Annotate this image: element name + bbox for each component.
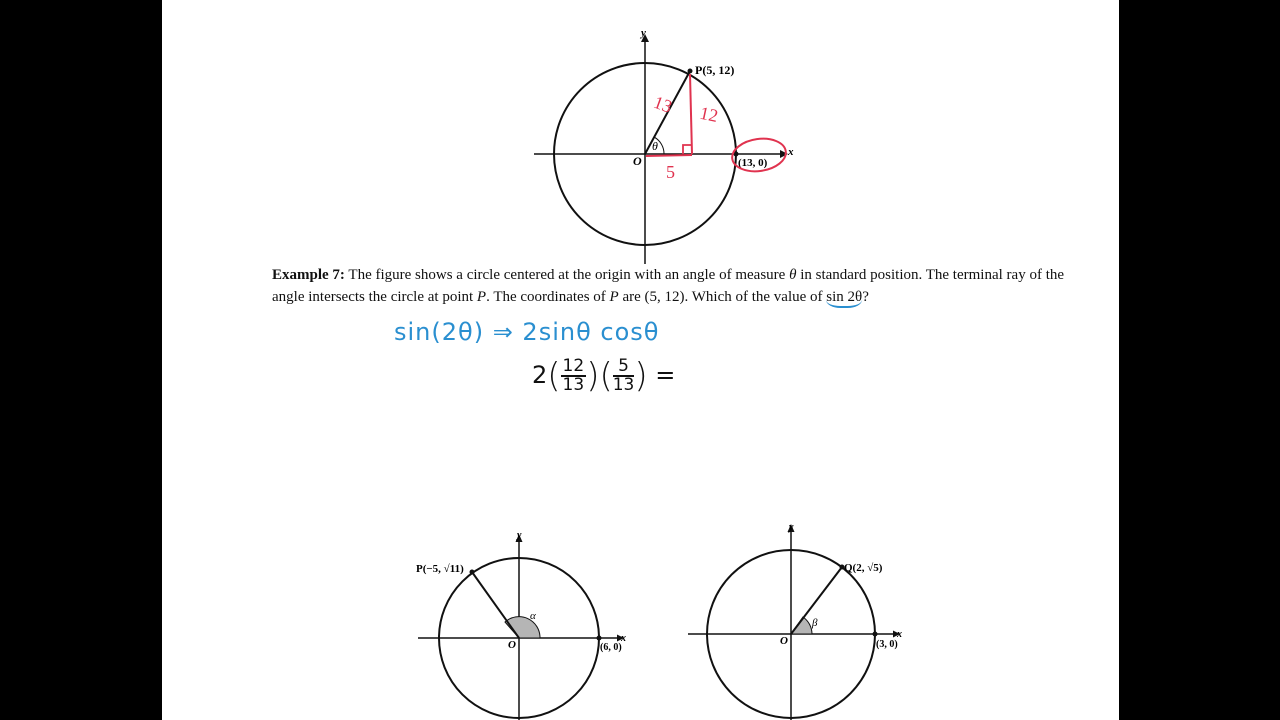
point-p	[688, 69, 693, 74]
svg-text:y: y	[517, 530, 522, 541]
red-horizontal-leg	[646, 155, 692, 156]
intercept-point	[873, 632, 878, 637]
equals-sign: =	[655, 361, 676, 389]
svg-text:O: O	[780, 635, 788, 647]
fraction-12-13: $\frac{12}{13}$	[562, 356, 585, 395]
red-label-13: 13	[651, 91, 675, 117]
angle-label: θ	[652, 139, 658, 153]
svg-text:x: x	[897, 629, 902, 640]
svg-text:y: y	[789, 522, 794, 533]
intercept-label: (13, 0)	[738, 157, 768, 169]
fraction-5-13: $\frac{5}{13}$	[612, 356, 635, 395]
problem-label: Example 7:	[272, 267, 345, 283]
point-label: P(5, 12)	[695, 63, 735, 77]
svg-text:α: α	[530, 610, 536, 622]
coefficient: 2	[532, 361, 548, 389]
figure-top	[162, 0, 1119, 270]
problem-text: Example 7: The figure shows a circle centered at the origin with an angle of measure θ in standard position. The terminal ray of the angle intersects the circle at point P. The coordinates of P are (5, 12). Which of the value of sin 2θ?	[272, 264, 1072, 308]
svg-text:β: β	[812, 617, 818, 629]
svg-text:(3, 0): (3, 0)	[876, 639, 898, 650]
svg-text:x: x	[621, 633, 626, 644]
svg-text:O: O	[508, 639, 516, 651]
svg-text:(6, 0): (6, 0)	[600, 642, 622, 653]
red-label-12: 12	[698, 102, 720, 127]
origin-label: O	[633, 154, 642, 168]
handwritten-identity: sin(2θ) ⇒ 2sinθ cosθ	[394, 318, 660, 346]
worksheet-page	[162, 0, 1119, 720]
red-vertical-leg	[690, 74, 692, 154]
svg-text:P(−5, √11): P(−5, √11)	[416, 563, 464, 575]
red-label-5: 5	[666, 162, 675, 182]
target-expression: sin 2θ	[826, 288, 862, 308]
figure-right	[162, 520, 1119, 720]
y-axis-label: y	[641, 27, 646, 39]
x-axis-label: x	[788, 146, 794, 158]
handwritten-computation: 2( $\frac{12}{13}$ )( $\frac{5}{13}$ ) =	[532, 356, 676, 396]
coordinates: (5, 12)	[644, 289, 685, 305]
red-right-angle-mark	[683, 145, 691, 154]
svg-text:Q(2, √5): Q(2, √5)	[844, 562, 883, 574]
